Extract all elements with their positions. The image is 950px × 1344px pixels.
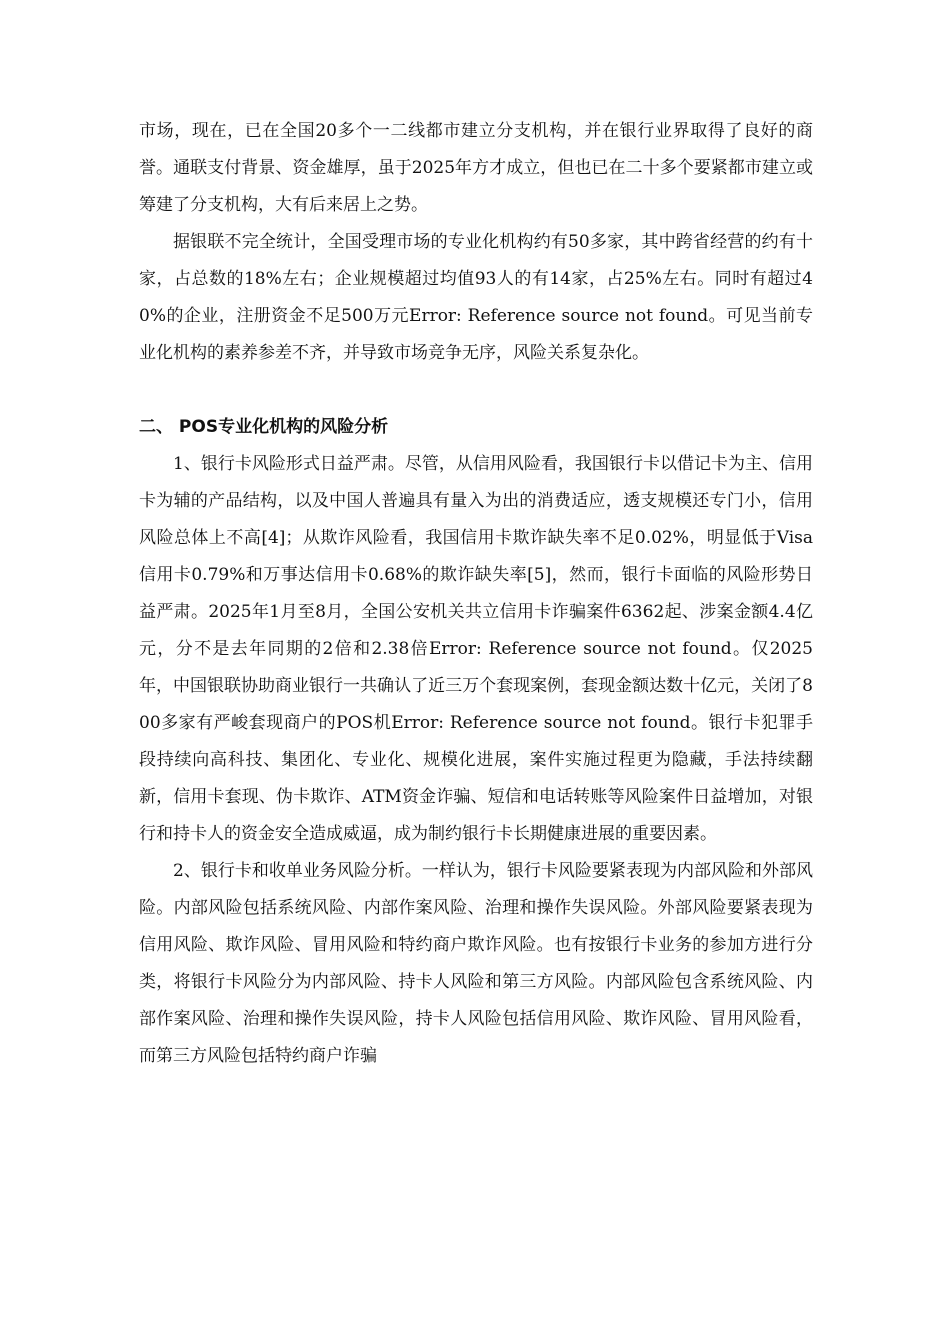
paragraph-market-overview: 市场，现在，已在全国20多个一二线都市建立分支机构，并在银行业界取得了良好的商誉。通联支付背景、资金雄厚，虽于2025年方才成立，但也已在二十多个要紧都市建立或筹建了分支机构，大有后来居上之势。 (139, 121, 813, 215)
paragraph-card-risk-situation: 1、银行卡风险形式日益严肃。尽管，从信用风险看，我国银行卡以借记卡为主、信用卡为辅的产品结构，以及中国人普遍具有量入为出的消费适应，透支规模还专门小，信用风险总体上不高[4]；从欺诈风险看，我国信用卡欺诈缺失率不足0.02%，明显低于Visa信用卡0.79%和万事达信用卡0.68%的欺诈缺失率[5]，然而，银行卡面临的风险形势日益严肃。2025年1月至8月，全国公安机关共立信用卡诈骗案件6362起、涉案金额4.4亿元，分不是去年同期的2倍和2.38倍Error: Reference source not found。仅2025年，中国银联协助商业银行一共确认了近三万个套现案例，套现金额达数十亿元，关闭了800多家有严峻套现商户的POS机Error: Reference source not found。银行卡犯罪手段持续向高科技、集团化、专业化、规模化进展，案件实施过程更为隐藏，手法持续翻新，信用卡套现、伪卡欺诈、ATM资金诈骗、短信和电话转账等风险案件日益增加，对银行和持卡人的资金安全造成威逼，成为制约银行卡长期健康进展的重要因素。 (139, 454, 813, 844)
paragraph-acquiring-risk-analysis: 2、银行卡和收单业务风险分析。一样认为，银行卡风险要紧表现为内部风险和外部风险。内部风险包括系统风险、内部作案风险、治理和操作失误风险。外部风险要紧表现为信用风险、欺诈风险、冒用风险和特约商户欺诈风险。也有按银行卡业务的参加方进行分类，将银行卡风险分为内部风险、持卡人风险和第三方风险。内部风险包含系统风险、内部作案风险、治理和操作失误风险，持卡人风险包括信用风险、欺诈风险、冒用风险看，而第三方风险包括特约商户诈骗 (139, 861, 813, 1066)
section-gap (139, 372, 813, 409)
document-page (139, 113, 813, 1075)
paragraph-unionpay-statistics: 据银联不完全统计，全国受理市场的专业化机构约有50多家，其中跨省经营的约有十家，占总数的18%左右；企业规模超过均值93人的有14家，占25%左右。同时有超过40%的企业，注册资金不足500万元Error: Reference source not found。可见当前专业化机构的素养参差不齐，并导致市场竞争无序，风险关系复杂化。 (139, 232, 813, 363)
section-heading: 二、 POS专业化机构的风险分析 (139, 417, 389, 437)
